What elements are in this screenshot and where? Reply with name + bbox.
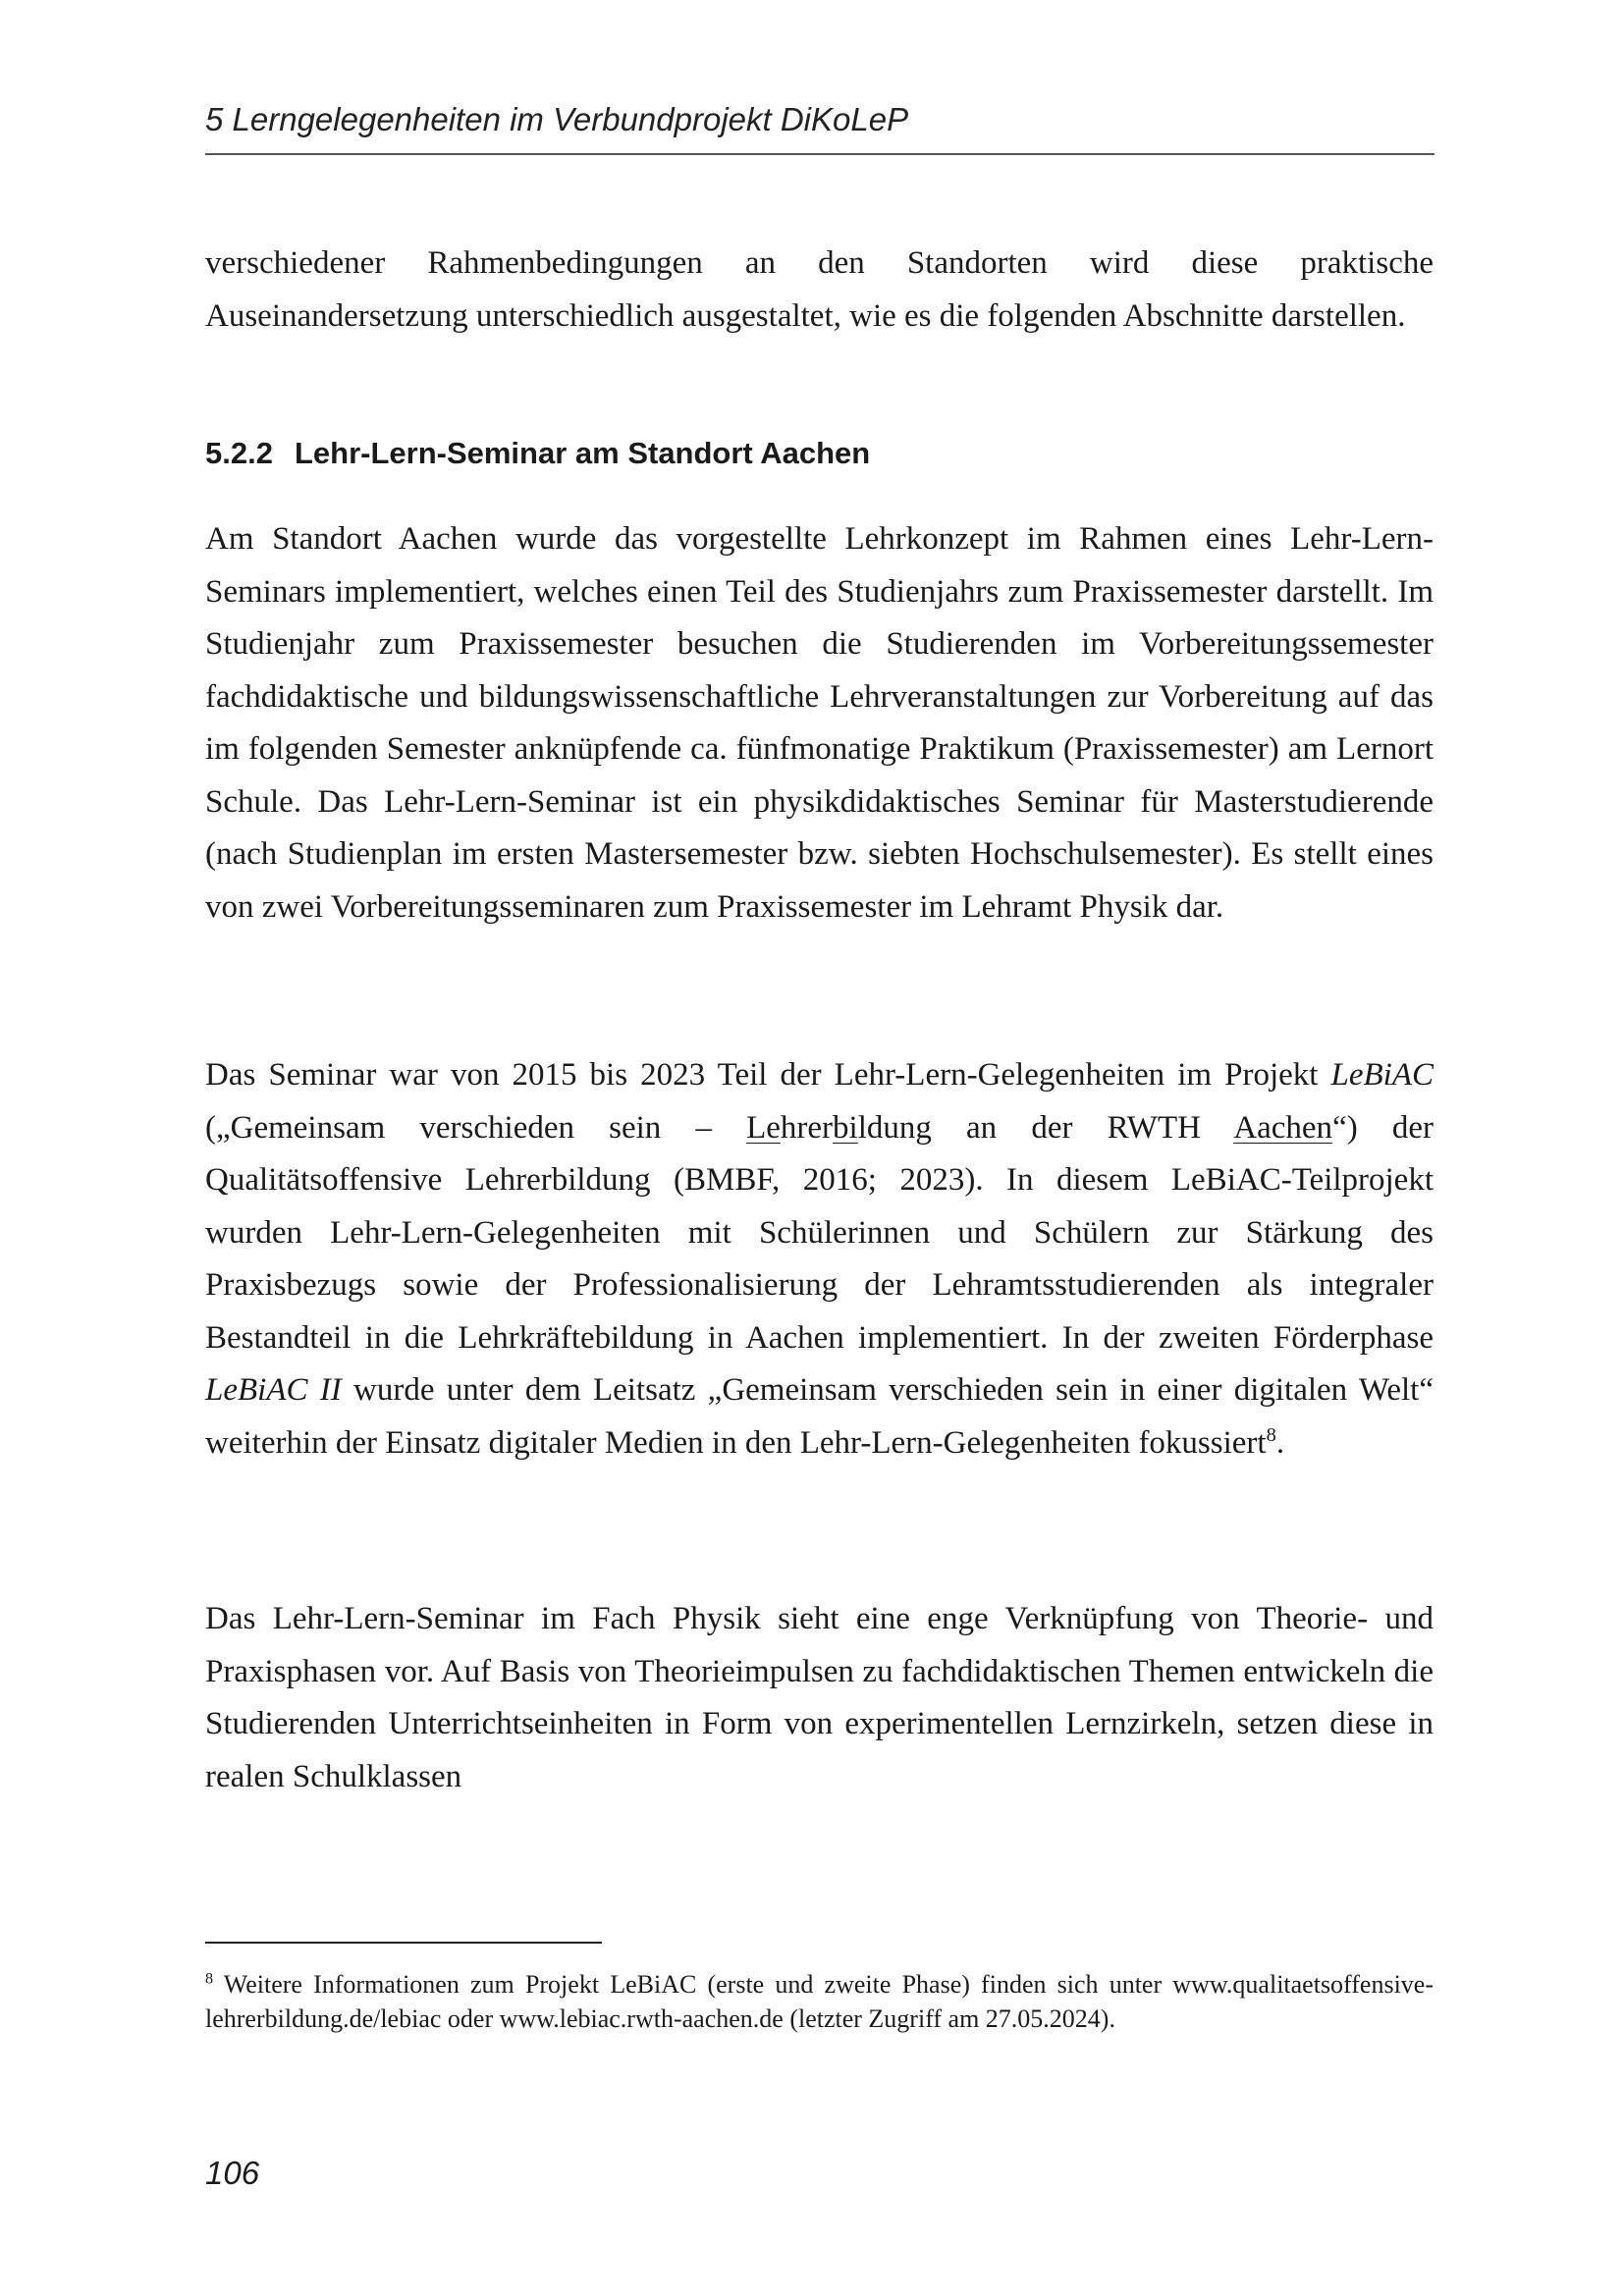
text-segment: Das Seminar war von 2015 bis 2023 Teil der Lehr-Lern-Gelegenheiten im Projekt	[205, 1057, 1331, 1093]
page-number: 106	[205, 2155, 260, 2191]
section-number: 5.2.2	[205, 436, 273, 470]
underlined-acronym-letters: bi	[833, 1109, 858, 1146]
paragraph-intro: verschiedener Rahmenbedingungen an den Standorten wird diese praktische Auseinandersetzung unterschiedlich ausgestaltet, wie es die folgenden Abschnitte darstellen.	[205, 245, 1434, 334]
text-segment: wurde unter dem Leitsatz „Gemeinsam verschieden sein in einer digitalen Welt“ weiterhin der Einsatz digitaler Medien in den Lehr-Lern-Gelegenheiten fokussiert	[205, 1372, 1434, 1461]
project-name: LeBiAC	[1330, 1057, 1434, 1093]
footnote	[205, 1967, 1434, 2036]
underlined-acronym-letters: Aachen	[1233, 1109, 1333, 1146]
running-header: 5 Lerngelegenheiten im Verbundprojekt DiKoLeP	[205, 101, 909, 137]
header-divider	[205, 153, 1435, 155]
footnote-divider	[205, 1942, 602, 1944]
underlined-acronym-letters: Le	[746, 1109, 781, 1146]
text-segment: “) der Qualitätsoffensive Lehrerbildung (BMBF, 2016; 2023). In diesem LeBiAC-Teilprojekt wurden Lehr-Lern-Gelegenheiten mit Schülerinnen und Schülern zur Stärkung des Praxisbezugs sowie der Professionalisierung der Lehramtsstudierenden als integraler Bestandteil in die Lehrkräftebildung in Aachen implementiert. In der zweiten Förderphase	[205, 1109, 1434, 1356]
paragraph-lebiac	[205, 1049, 1434, 1469]
footnote-text: Weitere Informationen zum Projekt LeBiAC (erste und zweite Phase) finden sich unter www.qualitaetsoffensive-lehrerbildung.de/lebiac oder www.lebiac.rwth-aachen.de (letzter Zugriff am 27.05.2024).	[205, 1970, 1434, 2033]
paragraph-physics-seminar: Das Lehr-Lern-Seminar im Fach Physik sieht eine enge Verknüpfung von Theorie- und Praxisphasen vor. Auf Basis von Theorieimpulsen zu fachdidaktischen Themen entwickeln die Studierenden Unterrichtseinheiten in Form von experimentellen Lernzirkeln, setzen diese in realen Schulklassen	[205, 1601, 1434, 1794]
phase-name: LeBiAC II	[205, 1372, 342, 1408]
paragraph-seminar-context: Am Standort Aachen wurde das vorgestellte Lehrkonzept im Rahmen eines Lehr-Lern-Seminars implementiert, welches einen Teil des Studienjahrs zum Praxissemester darstellt. Im Studienjahr zum Praxissemester besuchen die Studierenden im Vorbereitungssemester fachdidaktische und bildungswissenschaftliche Lehrveranstaltungen zur Vorbereitung auf das im folgenden Semester anknüpfende ca. fünfmonatige Praktikum (Praxissemester) am Lernort Schule. Das Lehr-Lern-Seminar ist ein physikdidaktisches Seminar für Masterstudierende (nach Studienplan im ersten Mastersemester bzw. siebten Hochschulsemester). Es stellt eines von zwei Vorbereitungsseminaren zum Praxissemester im Lehramt Physik dar.	[205, 521, 1434, 925]
footnote-reference[interactable]: 8	[1266, 1423, 1276, 1446]
text-segment: hrer	[780, 1109, 834, 1146]
text-segment: („Gemeinsam verschieden sein –	[205, 1109, 747, 1146]
section-heading	[205, 429, 1434, 478]
footnote-marker: 8	[205, 1970, 214, 1988]
text-segment: ldung an der RWTH	[857, 1109, 1234, 1146]
section-title: Lehr-Lern-Seminar am Standort Aachen	[294, 436, 871, 470]
text-segment: .	[1275, 1424, 1285, 1461]
